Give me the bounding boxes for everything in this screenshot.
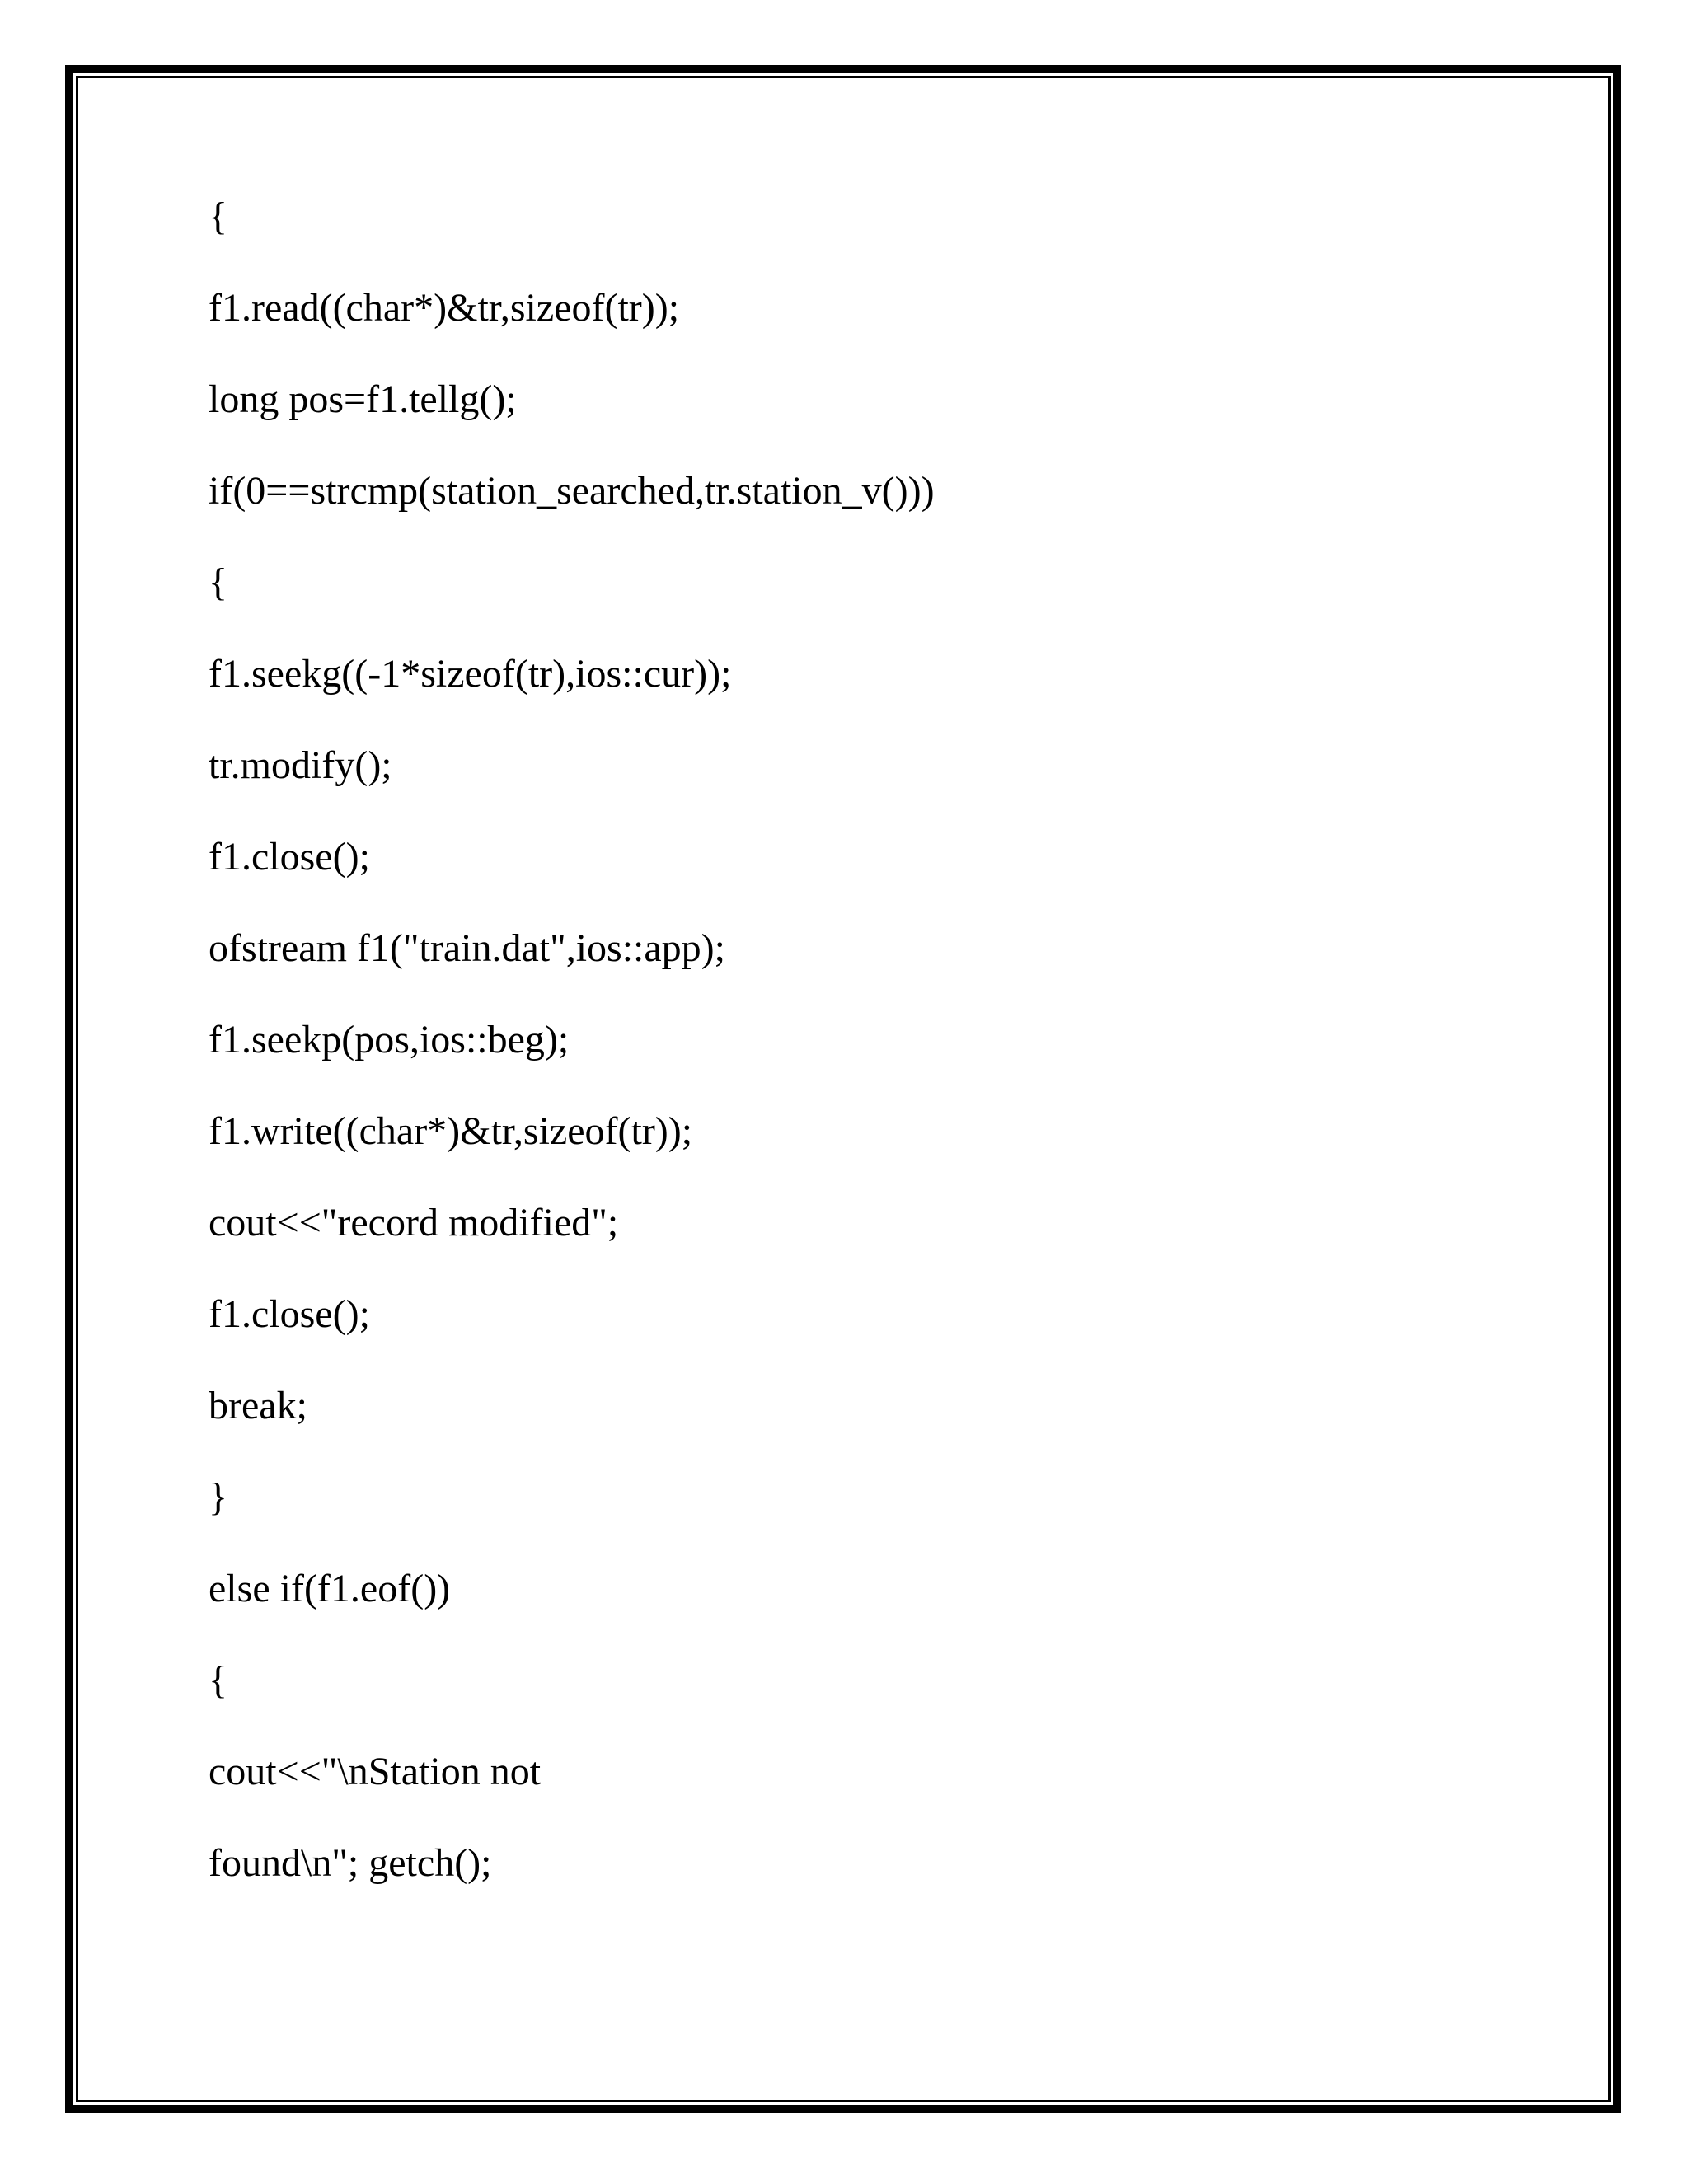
code-line: if(0==strcmp(station_searched,tr.station_v())) [209, 469, 935, 513]
code-line: f1.seekp(pos,ios::beg); [209, 1018, 570, 1062]
code-line: f1.close(); [209, 1292, 370, 1336]
code-line: cout<<"record modified"; [209, 1201, 619, 1244]
code-line: } [209, 1475, 228, 1519]
code-line: { [209, 560, 228, 604]
code-line: f1.read((char*)&tr,sizeof(tr)); [209, 286, 680, 330]
code-line: f1.seekg((-1*sizeof(tr),ios::cur)); [209, 652, 732, 696]
code-line: ofstream f1("train.dat",ios::app); [209, 926, 725, 970]
code-line: tr.modify(); [209, 743, 392, 787]
code-line: long pos=f1.tellg(); [209, 377, 517, 421]
code-line: cout<<"\nStation not [209, 1750, 542, 1793]
code-listing [209, 190, 1527, 1929]
code-line: else if(f1.eof()) [209, 1567, 451, 1610]
code-line: found\n"; getch(); [209, 1841, 492, 1885]
code-line: f1.write((char*)&tr,sizeof(tr)); [209, 1109, 693, 1153]
code-line: { [209, 194, 228, 238]
code-line: f1.close(); [209, 835, 370, 879]
code-line: break; [209, 1384, 307, 1427]
code-line: { [209, 1658, 228, 1702]
